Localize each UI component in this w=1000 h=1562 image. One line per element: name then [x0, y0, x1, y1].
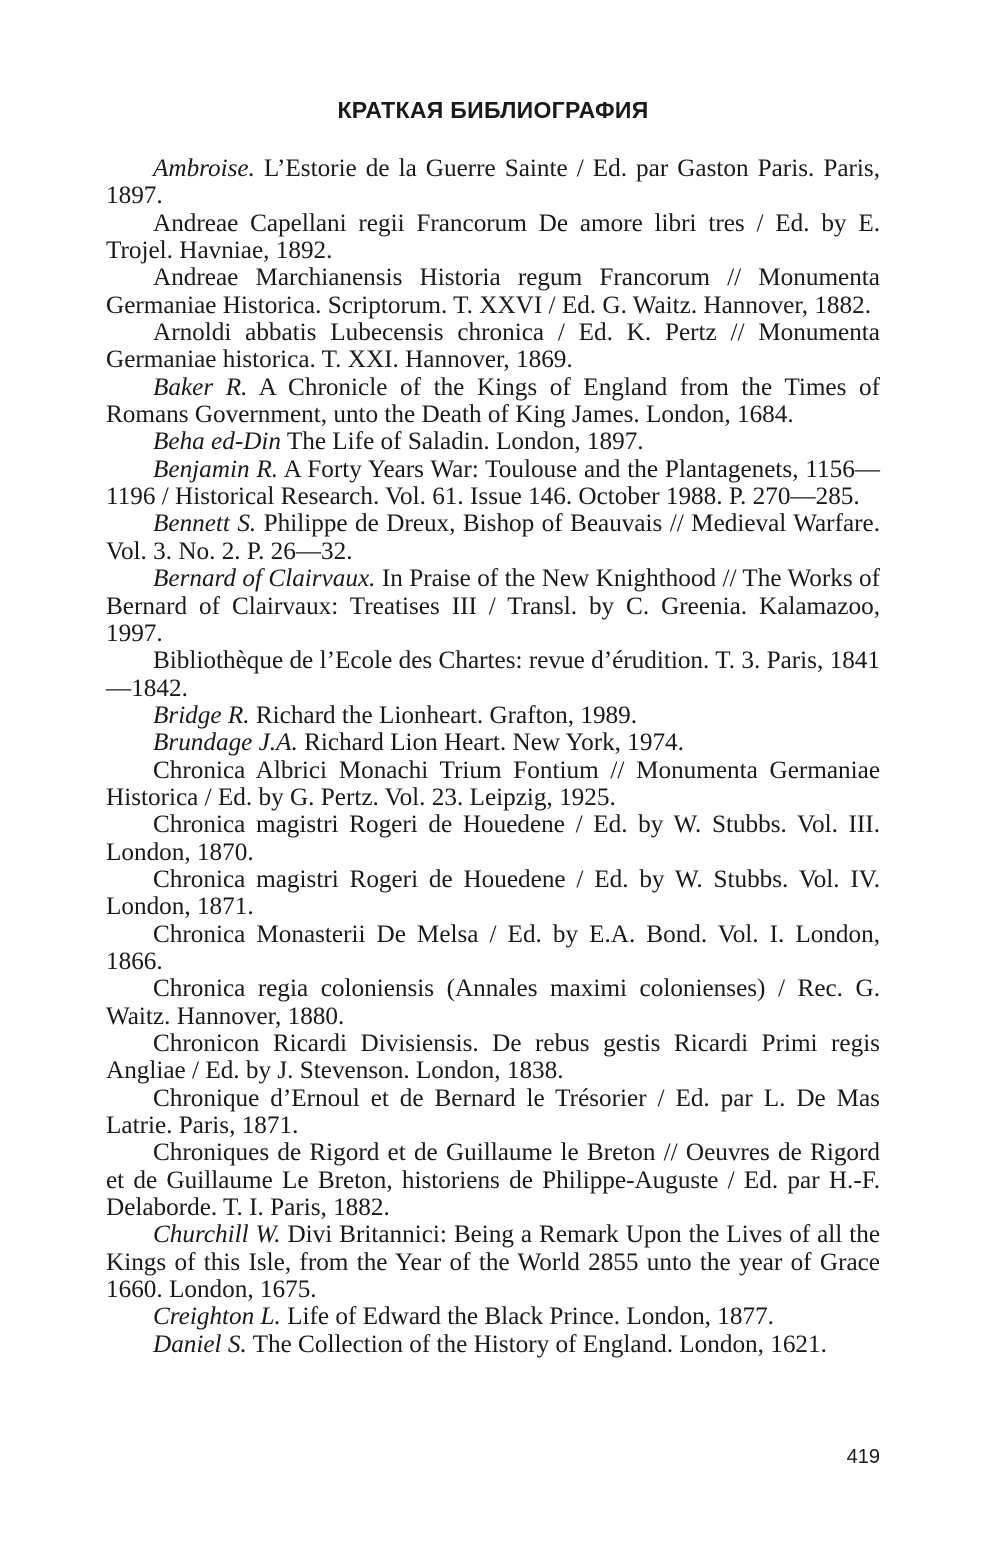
bibliography-list [106, 155, 880, 1358]
entry-text: L’Estorie de la Guerre Sainte / Ed. par Gaston Paris. Paris, 1897. [106, 155, 880, 210]
page-number: 419 [846, 1446, 880, 1468]
entry-text: Arnoldi abbatis Lubecensis chronica / Ed. K. Pertz // Monumenta Germaniae historica. T. XXI. Hannover, 1869. [106, 319, 880, 374]
entry-author: Beha ed-Din [153, 428, 281, 456]
entry-author: Benjamin R. [153, 455, 279, 483]
bibliography-entry [106, 510, 880, 565]
entry-text: The Life of Saladin. London, 1897. [281, 428, 644, 456]
entry-author: Churchill W. [153, 1221, 281, 1249]
entry-text: Divi Britannici: Being a Remark Upon the Lives of all the Kings of this Isle, from the Year of the World 2855 unto the year of Grace 1660. London, 1675. [106, 1221, 880, 1304]
entry-author: Bridge R. [153, 701, 250, 729]
bibliography-entry [106, 729, 880, 756]
entry-text: Chroniques de Rigord et de Guillaume le Breton // Oeuvres de Rigord et de Guillaume Le Breton, historiens de Philippe-Auguste / Ed. par H.-F. Delaborde. T. I. Paris, 1882. [106, 1139, 880, 1222]
bibliography-entry [106, 757, 880, 812]
bibliography-entry [106, 866, 880, 921]
bibliography-entry [106, 1221, 880, 1303]
entry-author: Daniel S. [153, 1330, 247, 1358]
bibliography-entry [106, 319, 880, 374]
bibliography-entry [106, 702, 880, 729]
bibliography-entry [106, 428, 880, 455]
page-title: КРАТКАЯ БИБЛИОГРАФИЯ [337, 97, 649, 123]
bibliography-entry [106, 811, 880, 866]
entry-author: Baker R. [153, 373, 248, 401]
entry-text: Chronica Albrici Monachi Trium Fontium // Monumenta Germaniae Historica / Ed. by G. Pertz. Vol. 23. Leipzig, 1925. [106, 756, 880, 811]
entry-text: Bibliothèque de l’Ecole des Chartes: revue d’érudition. T. 3. Paris, 1841—1842. [106, 647, 880, 702]
entry-text: Life of Edward the Black Prince. London, 1877. [280, 1303, 774, 1331]
bibliography-entry [106, 374, 880, 429]
bibliography-entry [106, 210, 880, 265]
bibliography-entry [106, 1085, 880, 1140]
bibliography-entry [106, 1303, 880, 1330]
entry-text: Chronica regia coloniensis (Annales maximi colonienses) / Rec. G. Waitz. Hannover, 1880. [106, 975, 880, 1030]
entry-author: Brundage J.A. [153, 729, 298, 757]
entry-text: Richard the Lionheart. Grafton, 1989. [249, 701, 638, 729]
bibliography-entry [106, 647, 880, 702]
entry-text: Chronique d’Ernoul et de Bernard le Trésorier / Ed. par L. De Mas Latrie. Paris, 1871. [106, 1084, 880, 1140]
entry-text: Chronica magistri Rogeri de Houedene / Ed. by W. Stubbs. Vol. IV. London, 1871. [106, 865, 880, 921]
entry-text: Andreae Marchianensis Historia regum Francorum // Monumenta Germaniae Historica. Scriptorum. T. XXVI / Ed. G. Waitz. Hannover, 1882. [106, 264, 880, 319]
entry-text: Chronica Monasterii De Melsa / Ed. by E.A. Bond. Vol. I. London, 1866. [106, 920, 880, 975]
bibliography-entry [106, 1139, 880, 1221]
entry-text: A Forty Years War: Toulouse and the Plantagenets, 1156—1196 / Historical Research. Vol. 61. Issue 146. October 1988. P. 270—285. [106, 455, 880, 511]
entry-text: In Praise of the New Knighthood // The Works of Bernard of Clairvaux: Treatises III / Transl. by C. Greenia. Kalamazoo, 1997. [106, 565, 880, 647]
entry-author: Bernard of Clairvaux. [153, 565, 376, 593]
entry-text: A Chronicle of the Kings of England from the Times of Romans Government, unto the Death of King James. London, 1684. [106, 373, 880, 429]
entry-author: Bennett S. [153, 510, 257, 538]
bibliography-entry [106, 264, 880, 319]
bibliography-entry [106, 155, 880, 210]
bibliography-entry [106, 921, 880, 976]
bibliography-entry [106, 456, 880, 511]
entry-text: Chronicon Ricardi Divisiensis. De rebus gestis Ricardi Primi regis Angliae / Ed. by J. Stevenson. London, 1838. [106, 1030, 880, 1085]
bibliography-entry [106, 1030, 880, 1085]
bibliography-entry [106, 565, 880, 647]
bibliography-entry [106, 975, 880, 1030]
bibliography-entry [106, 1331, 880, 1358]
entry-text: The Collection of the History of England. London, 1621. [246, 1330, 827, 1358]
entry-text: Richard Lion Heart. New York, 1974. [297, 729, 684, 757]
entry-author: Creighton L. [153, 1303, 281, 1331]
entry-author: Ambroise. [153, 155, 255, 182]
entry-text: Chronica magistri Rogeri de Houedene / Ed. by W. Stubbs. Vol. III. London, 1870. [106, 811, 880, 866]
entry-text: Andreae Capellani regii Francorum De amore libri tres / Ed. by E. Trojel. Havniae, 1892. [106, 209, 880, 265]
entry-text: Philippe de Dreux, Bishop of Beauvais // Medieval Warfare. Vol. 3. No. 2. P. 26—32. [106, 510, 880, 565]
